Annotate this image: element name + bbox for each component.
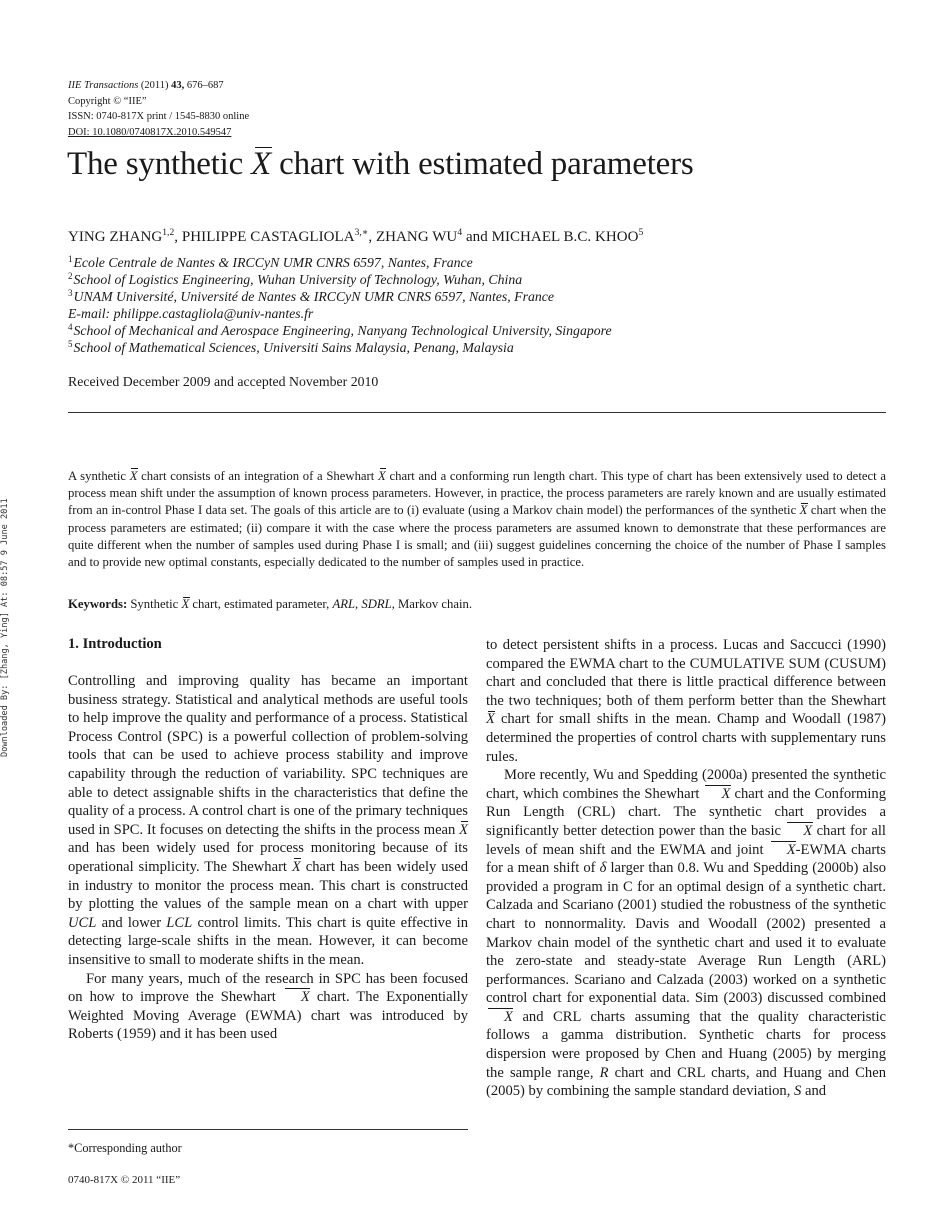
paragraph: For many years, much of the research in SPC has been focused on how to improve the Shewhart X chart. The Exponentially Weighted Moving Average (EWMA) chart was introduced by Roberts (1959) and it has been used bbox=[68, 970, 468, 1043]
journal-header bbox=[68, 78, 249, 140]
bottom-issn: 0740-817X © 2011 “IIE” bbox=[68, 1174, 181, 1186]
doi-link[interactable]: DOI: 10.1080/0740817X.2010.549547 bbox=[68, 126, 232, 138]
keywords: Keywords: Synthetic X chart, estimated parameter, ARL, SDRL, Markov chain. bbox=[68, 597, 473, 611]
x-bar-symbol: X bbox=[704, 785, 731, 804]
header-divider bbox=[68, 412, 886, 413]
author-4: MICHAEL B.C. KHOO$^5$ bbox=[491, 228, 644, 245]
affiliation-2: $^2$School of Logistics Engineering, Wuhan University of Technology, Wuhan, China bbox=[68, 271, 523, 287]
x-bar-symbol: X bbox=[486, 711, 495, 728]
journal-pages: 676–687 bbox=[186, 80, 224, 91]
author-3: ZHANG $WU^4$ and bbox=[375, 228, 492, 245]
affiliation-4: $^4$School of Mechanical and Aerospace Engineering, Nanyang Technological University, Singapore bbox=[68, 322, 612, 338]
affiliation-3: $^3$UNAM Université, Université de Nantes & IRCCyN UMR CNRS 6597, Nantes, France bbox=[68, 288, 555, 304]
download-stamp-text: Downloaded By: [Zhang, Ying] At: 08:57 9 June 2011 bbox=[0, 498, 10, 757]
contact-email[interactable]: E-mail: philippe.castagliola@univ-nantes.fr bbox=[68, 306, 314, 321]
x-bar-symbol: X bbox=[785, 822, 812, 841]
copyright-line: Copyright © “IIE” bbox=[68, 95, 147, 107]
footnote: *Corresponding author bbox=[68, 1141, 182, 1155]
journal-volume: 43, bbox=[171, 80, 185, 91]
author-2: PHILIPPE $CASTAGLIOLA^{3,∗}$, bbox=[181, 228, 376, 245]
issn-line: ISSN: 0740-817X print / 1545-8830 online bbox=[68, 111, 250, 122]
author-1: YING ZHANG$^{1,2}$, bbox=[68, 228, 182, 245]
keywords-label: Keywords: bbox=[68, 597, 128, 611]
journal-year: (2011) bbox=[140, 80, 169, 91]
abstract: A synthetic X chart consists of an integration of a Shewhart X chart and a conforming run length chart. This type of chart has been extensively used to detect a process mean shift under the assumption of known process parameters. However, in practice, the process parameters are rarely known and are usually estimated from an in-control Phase I data set. The goals of this article are to (i) evaluate (using a Markov chain model) the performances of the synthetic X chart when the process parameters are estimated; (ii) compare it with the case where the process parameters are assumed known to demonstrate that these performances are quite different when the number of samples used during Phase I is small; and (iii) suggest guidelines concerning the choice of the number of Phase I samples and to provide new optimal constants, especially dedicated to the number of samples used in practice. bbox=[68, 469, 887, 570]
paragraph: Controlling and improving quality has became an important business strategy. Statistical and analytical methods are useful tools to help improve the quality and performance of a process. Statistical Process Control (SPC) is a powerful collection of problem-solving tools that can be used to achieve process stability and improve capability through the reduction of variability. SPC techniques are able to detect assignable shifts in the characteristics that define the quality of a process. A control chart is one of the primary techniques used in SPC. It focuses on detecting the shifts in the process mean X and has been widely used for process monitoring because of its operational simplicity. The Shewhart X chart has been widely used in industry to monitor the process mean. This chart is constructed by plotting the values of the sample mean on a chart with upper UCL and lower LCL control limits. This chart is quite effective in detecting large-scale shifts in the mean. However, it can become insensitive to small to moderate shifts in the mean. bbox=[68, 673, 468, 968]
x-bar-symbol: X bbox=[800, 502, 808, 519]
footnote-divider bbox=[68, 1129, 468, 1130]
x-bar-symbol: X bbox=[459, 821, 468, 838]
section-heading: 1. Introduction bbox=[68, 636, 162, 652]
x-bar-symbol: X bbox=[378, 468, 386, 485]
title-after: chart with estimated parameters bbox=[271, 146, 694, 182]
paragraph: More recently, Wu and Spedding (2000a) presented the synthetic chart, which combines the Shewhart X chart and the Conforming Run Length (CRL) chart. The synthetic chart provides a significantly better detection power than the basic X chart for all levels of mean shift and the EWMA and joint X-EWMA charts for a mean shift of δ larger than 0.8. Wu and Spedding (2000b) also provided a program in C for an optimal design of a synthetic chart. Calzada and Scariano (2001) studied the robustness of the synthetic chart to nonnormality. Davis and Woodall (2002) presented a Markov chain model of the synthetic chart and used it to evaluate the zero-state and steady-state Average Run Length (ARL) performances. Scariano and Calzada (2003) worked on a synthetic control chart for exponential data. Sim (2003) discussed combined X and CRL charts assuming that the quality characteristic follows a gamma distribution. Synthetic charts for process dispersion were proposed by Chen and Huang (2005) by merging the sample range, R chart and CRL charts, and Huang and Chen (2005) by combining the sample standard deviation, S and bbox=[486, 767, 886, 1100]
journal-name: IIE Transactions bbox=[68, 80, 139, 91]
download-stamp bbox=[0, 0, 14, 1232]
right-column bbox=[486, 636, 886, 1101]
title-before: The synthetic bbox=[67, 146, 252, 182]
x-bar-symbol: X bbox=[130, 468, 138, 485]
x-bar-symbol: X bbox=[251, 146, 272, 182]
x-bar-symbol: X bbox=[486, 1008, 513, 1027]
x-bar-symbol: X bbox=[283, 988, 310, 1007]
paper-title bbox=[67, 146, 694, 183]
received-date: Received December 2009 and accepted November 2010 bbox=[68, 374, 379, 389]
author-list bbox=[68, 229, 643, 246]
affiliation-1: $^1$Ecole Centrale de Nantes & IRCCyN UMR CNRS 6597, Nantes, France bbox=[68, 254, 473, 270]
affiliations bbox=[68, 254, 612, 356]
paragraph: to detect persistent shifts in a process. Lucas and Saccucci (1990) compared the EWMA chart to the CUMULATIVE SUM (CUSUM) chart and concluded that there is little practical difference between the two techniques; both of them perform better than the Shewhart X chart for small shifts in the mean. Champ and Woodall (1987) determined the properties of control charts with supplementary runs rules. bbox=[486, 637, 886, 765]
x-bar-symbol: X bbox=[181, 597, 190, 611]
citation-line bbox=[68, 78, 249, 94]
left-column bbox=[68, 672, 468, 1044]
affiliation-5: $^5$School of Mathematical Sciences, Universiti Sains Malaysia, Penang, Malaysia bbox=[68, 339, 514, 355]
x-bar-symbol: X bbox=[291, 858, 301, 875]
x-bar-symbol: X bbox=[769, 841, 796, 860]
